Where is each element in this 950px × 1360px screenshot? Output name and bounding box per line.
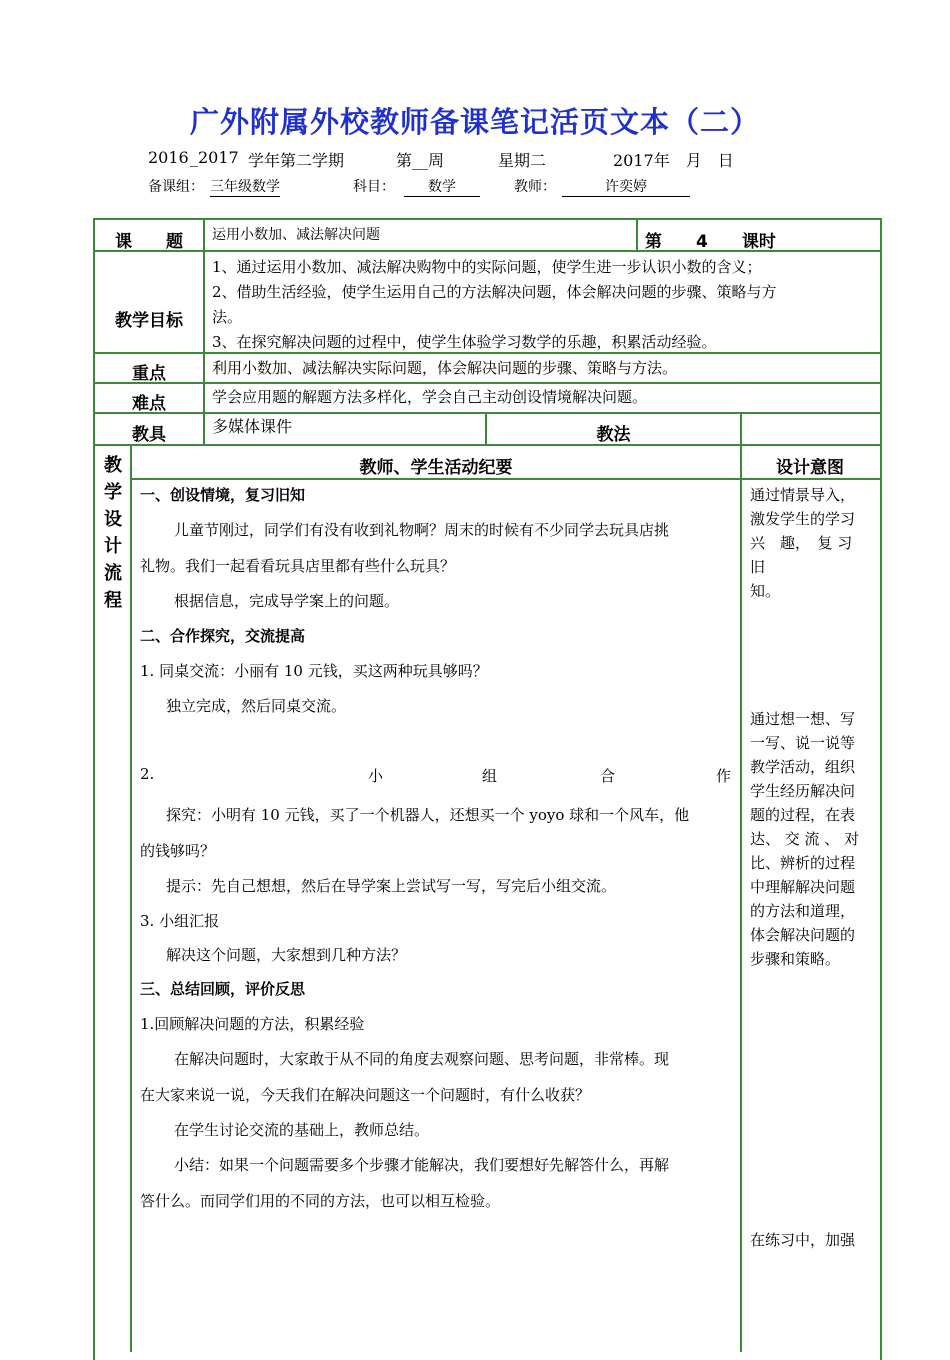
teacher-value: 许奕婷 — [562, 176, 690, 197]
paragraph: 在学生讨论交流的基础上，教师总结。 — [174, 1121, 430, 1139]
difficulty-label: 难点 — [132, 394, 166, 414]
list-item: 3. 小组汇报 — [140, 912, 220, 930]
paragraph: 礼物。我们一起看看玩具店里都有些什么玩具？ — [140, 557, 456, 575]
goal-item: 1、通过运用小数加、减法解决购物中的实际问题，使学生进一步认识小数的含义； — [212, 258, 762, 276]
section-title: 三、总结回顾，评价反思 — [140, 980, 306, 998]
flow-char: 程 — [104, 590, 122, 611]
intent-line: 激发学生的学习 — [750, 510, 856, 528]
tools-value: 多媒体课件 — [212, 417, 293, 436]
subject-value: 数学 — [404, 176, 480, 197]
weekday-field: 星期二 — [498, 151, 547, 170]
page-title: 广外附属外校教师备课笔记活页文本（二） — [189, 105, 760, 139]
goal-item: 3、在探究解决问题的过程中，使学生体验学习数学的乐趣，积累活动经验。 — [212, 333, 717, 351]
group-label: 备课组： — [148, 179, 204, 195]
group-value: 三年级数学 — [210, 176, 280, 197]
method-label: 教法 — [596, 425, 631, 445]
year-end: _2017 — [190, 148, 239, 167]
list-item-word: 组 — [482, 767, 498, 785]
lesson-number: 第 4 课时 — [645, 232, 776, 252]
key-value: 利用小数加、减法解决实际问题，体会解决问题的步骤、策略与方法。 — [212, 359, 678, 377]
difficulty-value: 学会应用题的解题方法多样化，学会自己主动创设情境解决问题。 — [212, 388, 648, 406]
flow-char: 流 — [104, 563, 122, 584]
tools-label: 教具 — [132, 425, 166, 445]
flow-char: 设 — [104, 509, 122, 530]
intent-line: 的方法和道理， — [750, 902, 856, 920]
term-label: 学年第二学期 — [248, 151, 345, 170]
intent-line: 达、 交 流 、 对 — [750, 830, 860, 848]
intent-line: 步骤和策略。 — [750, 950, 841, 968]
teacher-label: 教师： — [514, 179, 556, 195]
intent-line: 知。 — [750, 582, 781, 600]
col-line — [203, 218, 205, 446]
paragraph: 的钱够吗？ — [140, 842, 216, 860]
intent-line: 体会解决问题的 — [750, 926, 856, 944]
list-item-word: 合 — [600, 767, 616, 785]
paragraph: 在大家来说一说，今天我们在解决问题这一个问题时，有什么收获？ — [140, 1086, 591, 1104]
goals-label: 教学目标 — [115, 311, 183, 331]
paragraph: 提示：先自己想想，然后在导学案上尝试写一写，写完后小组交流。 — [166, 877, 617, 895]
flow-char: 学 — [104, 482, 122, 503]
paragraph: 答什么。而同学们用的不同的方法，也可以相互检验。 — [140, 1192, 501, 1210]
intent-line: 教学活动，组织 — [750, 758, 856, 776]
paragraph: 在解决问题时，大家敢于从不同的角度去观察问题、思考问题，非常棒。现 — [174, 1050, 670, 1068]
intent-line: 一写、说一说等 — [750, 734, 856, 752]
paragraph: 探究：小明有 10 元钱，买了一个机器人，还想买一个 yoyo 球和一个风车，他 — [166, 806, 690, 824]
intent-note — [750, 1228, 872, 1252]
paragraph: 独立完成，然后同桌交流。 — [166, 697, 347, 715]
year-start: 2016 — [148, 148, 189, 167]
subject-label: 科目： — [353, 179, 395, 195]
goal-item: 法。 — [212, 308, 243, 326]
col-line — [636, 218, 638, 252]
intent-line: 学生经历解决问 — [750, 782, 856, 800]
paragraph: 解决这个问题，大家想到几种方法？ — [166, 946, 407, 964]
intent-line: 在练习中，加强 — [750, 1231, 856, 1249]
intent-note — [750, 483, 872, 603]
intent-note — [750, 707, 872, 971]
intent-line: 题的过程，在表 — [750, 806, 856, 824]
goals-list — [212, 255, 876, 355]
list-item-word: 作 — [716, 767, 732, 785]
intent-line: 比、辨析的过程 — [750, 854, 856, 872]
row-line — [130, 478, 880, 480]
flow-char: 计 — [104, 536, 122, 557]
topic-label: 课 题 — [115, 232, 183, 252]
paragraph: 小结：如果一个问题需要多个步骤才能解决，我们要想好先解答什么，再解 — [174, 1156, 670, 1174]
section-title: 二、合作探究，交流提高 — [140, 627, 306, 645]
col-line — [130, 444, 132, 1352]
design-flow-label — [100, 452, 126, 614]
row-line — [93, 382, 880, 384]
key-label: 重点 — [132, 364, 166, 384]
topic-value: 运用小数加、减法解决问题 — [212, 227, 380, 243]
list-item: 2. — [140, 765, 155, 783]
intent-line: 通过想一想、写 — [750, 710, 856, 728]
flow-char: 教 — [104, 455, 122, 476]
paragraph: 儿童节刚过，同学们有没有收到礼物啊？周末的时候有不少同学去玩具店挑 — [174, 521, 670, 539]
activity-header: 教师、学生活动纪要 — [359, 458, 513, 478]
list-item-word: 小 — [368, 767, 384, 785]
list-item: 1. 同桌交流：小丽有 10 元钱，买这两种玩具够吗？ — [140, 662, 488, 680]
intent-line: 兴 趣， 复 习 旧 — [750, 534, 853, 576]
paragraph: 根据信息，完成导学案上的问题。 — [174, 592, 400, 610]
section-title: 一、创设情境，复习旧知 — [140, 486, 306, 504]
intent-line: 中理解解决问题 — [750, 878, 856, 896]
list-item: 1.回顾解决问题的方法，积累经验 — [140, 1015, 365, 1033]
date-field: 2017年 月 日 — [613, 151, 734, 170]
intent-header: 设计意图 — [776, 458, 844, 478]
intent-line: 通过情景导入， — [750, 486, 856, 504]
week-field: 第__周 — [396, 151, 445, 170]
goal-item: 2、借助生活经验，使学生运用自己的方法解决问题，体会解决问题的步骤、策略与方 — [212, 283, 777, 301]
